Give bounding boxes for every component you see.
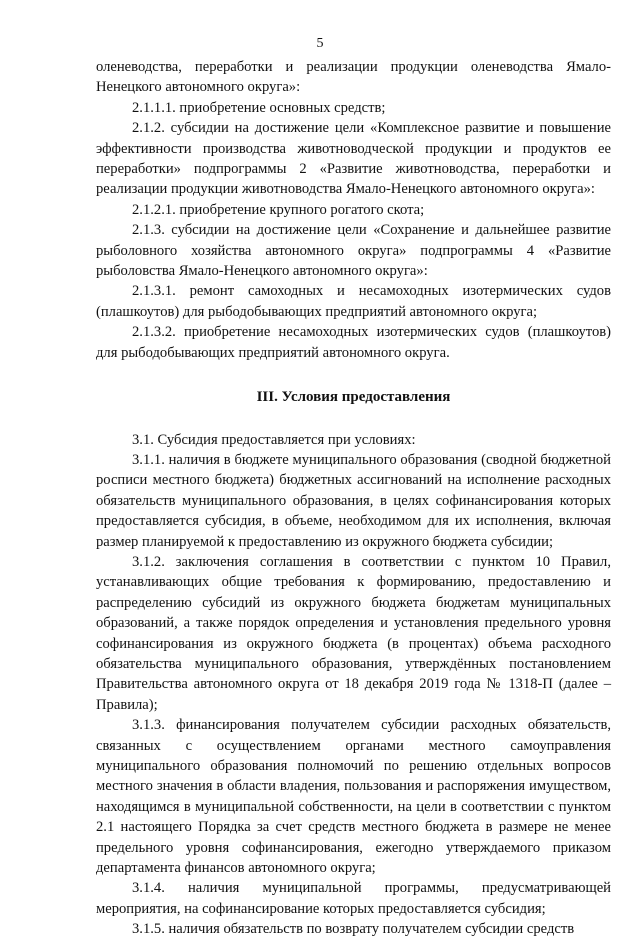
paragraph: 2.1.2. субсидии на достижение цели «Комплексное развитие и повышение эффективности производства животноводческой продукции и продуктов ее переработки» подпрограммы 2 «Развитие животноводства, переработки и реализации продукции животноводства Ямало-Ненецкого автономного округа»: bbox=[96, 120, 611, 198]
paragraph: оленеводства, переработки и реализации продукции оленеводства Ямало-Ненецкого автономного округа»: bbox=[96, 59, 611, 96]
section-heading: III. Условия предоставления bbox=[256, 389, 451, 406]
paragraph: 2.1.3.1. ремонт самоходных и несамоходных изотермических судов (плашкоутов) для рыбодобывающих предприятий автономного округа; bbox=[96, 283, 611, 320]
conditions-section bbox=[96, 430, 611, 940]
paragraph: 2.1.3.2. приобретение несамоходных изотермических судов (плашкоутов) для рыбодобывающих предприятий автономного округа. bbox=[96, 324, 611, 361]
paragraph: 3.1.1. наличия в бюджете муниципального образования (сводной бюджетной росписи местного бюджета) бюджетных ассигнований на исполнение расходных обязательств муниципального образования, в целях софинансирования которых предоставляется субсидия, в объеме, необходимом для их исполнения, включая размер планируемой к предоставлению из окружного бюджета субсидии; bbox=[96, 451, 611, 550]
paragraph: 3.1.2. заключения соглашения в соответствии с пунктом 10 Правил, устанавливающих общие требования к формированию, предоставлению и распределению субсидий из окружного бюджета бюджетам муниципальных образований, а также порядок определения и установления предельного уровня софинансирования из окружного бюджета (в процентах) объема расходного обязательства муниципального образования, утверждённых постановлением Правительства автономного округа от 18 декабря 2019 года № 1318-П (далее – Правила); bbox=[96, 553, 611, 713]
paragraph: 2.1.1.1. приобретение основных средств; bbox=[132, 99, 386, 116]
page-number: 5 bbox=[316, 36, 324, 51]
paragraph: 3.1. Субсидия предоставляется при условиях: bbox=[132, 431, 416, 448]
paragraph: 3.1.3. финансирования получателем субсидии расходных обязательств, связанных с осуществлением органами местного самоуправления муниципального образования полномочий по решению отдельных вопросов местного значения в области владения, пользования и распоряжения имуществом, находящимся в муниципальной собственности, на цели в соответствии с пунктом 2.1 настоящего Порядка за счет средств местного бюджета в размере не менее предельного уровня софинансирования, ежегодно утверждаемого приказом департамента финансов автономного округа; bbox=[96, 717, 611, 877]
paragraph: 2.1.3. субсидии на достижение цели «Сохранение и дальнейшее развитие рыболовного хозяйства автономного округа» подпрограммы 4 «Развитие рыболовства Ямало-Ненецкого автономного округа»: bbox=[96, 222, 611, 280]
paragraph: 3.1.4. наличия муниципальной программы, предусматривающей мероприятия, на софинансирование которых предоставляется субсидия; bbox=[96, 880, 611, 917]
document-body bbox=[96, 57, 611, 940]
paragraph: 3.1.5. наличия обязательств по возврату получателем субсидии средств bbox=[132, 921, 575, 938]
subsidy-list-section bbox=[96, 57, 611, 363]
paragraph: 2.1.2.1. приобретение крупного рогатого скота; bbox=[132, 201, 425, 218]
